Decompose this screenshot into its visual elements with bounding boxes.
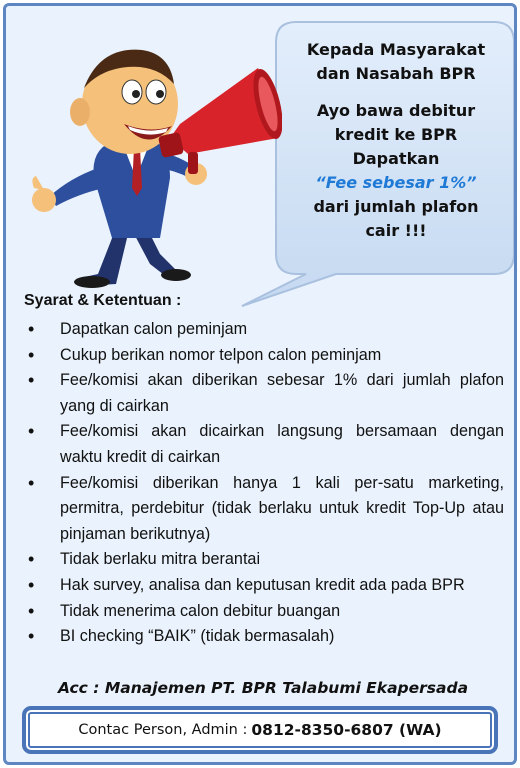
terms-item: • Tidak menerima calon debitur buangan [20, 599, 504, 625]
man-with-megaphone-icon [20, 28, 282, 290]
terms-item: • Tidak berlaku mitra berantai [20, 547, 504, 573]
terms-item: • Fee/komisi akan diberikan sebesar 1% dari jumlah plafon yang di cairkan [20, 368, 504, 419]
terms-title: Syarat & Ketentuan : [24, 292, 182, 309]
bubble-line-3: Ayo bawa debitur [316, 101, 476, 120]
fee-highlight: “Fee sebesar 1%” [315, 173, 477, 192]
terms-item: • Fee/komisi akan dicairkan langsung bersamaan dengan waktu kredit di cairkan [20, 419, 504, 470]
bubble-line-2: dan Nasabah BPR [316, 64, 476, 83]
terms-item: • BI checking “BAIK” (tidak bermasalah) [20, 624, 504, 650]
bubble-line-4: kredit ke BPR [334, 125, 458, 144]
approval-line: Acc : Manajemen PT. BPR Talabumi Ekapersada [57, 679, 469, 697]
contact-phone: 0812-8350-6807 (WA) [251, 721, 442, 739]
terms-item: • Cukup berikan nomor telpon calon peminjam [20, 343, 504, 369]
contact-box [22, 706, 498, 754]
terms-item: • Hak survey, analisa dan keputusan kredit ada pada BPR [20, 573, 504, 599]
flyer [3, 3, 517, 765]
terms-item: • Fee/komisi diberikan hanya 1 kali per-satu marketing, permitra, perdebitur (tidak berlaku untuk kredit Top-Up atau pinjaman berikutnya) [20, 471, 504, 548]
bubble-line-7: dari jumlah plafon [313, 197, 479, 216]
bubble-message [286, 38, 506, 243]
bubble-line-5: Dapatkan [352, 149, 440, 168]
bubble-line-8: cair !!! [365, 221, 427, 240]
contact-label: Contac Person, Admin : [78, 722, 248, 738]
terms-item: • Dapatkan calon peminjam [20, 317, 504, 343]
terms-list [20, 317, 504, 650]
bubble-line-1: Kepada Masyarakat [306, 40, 486, 59]
